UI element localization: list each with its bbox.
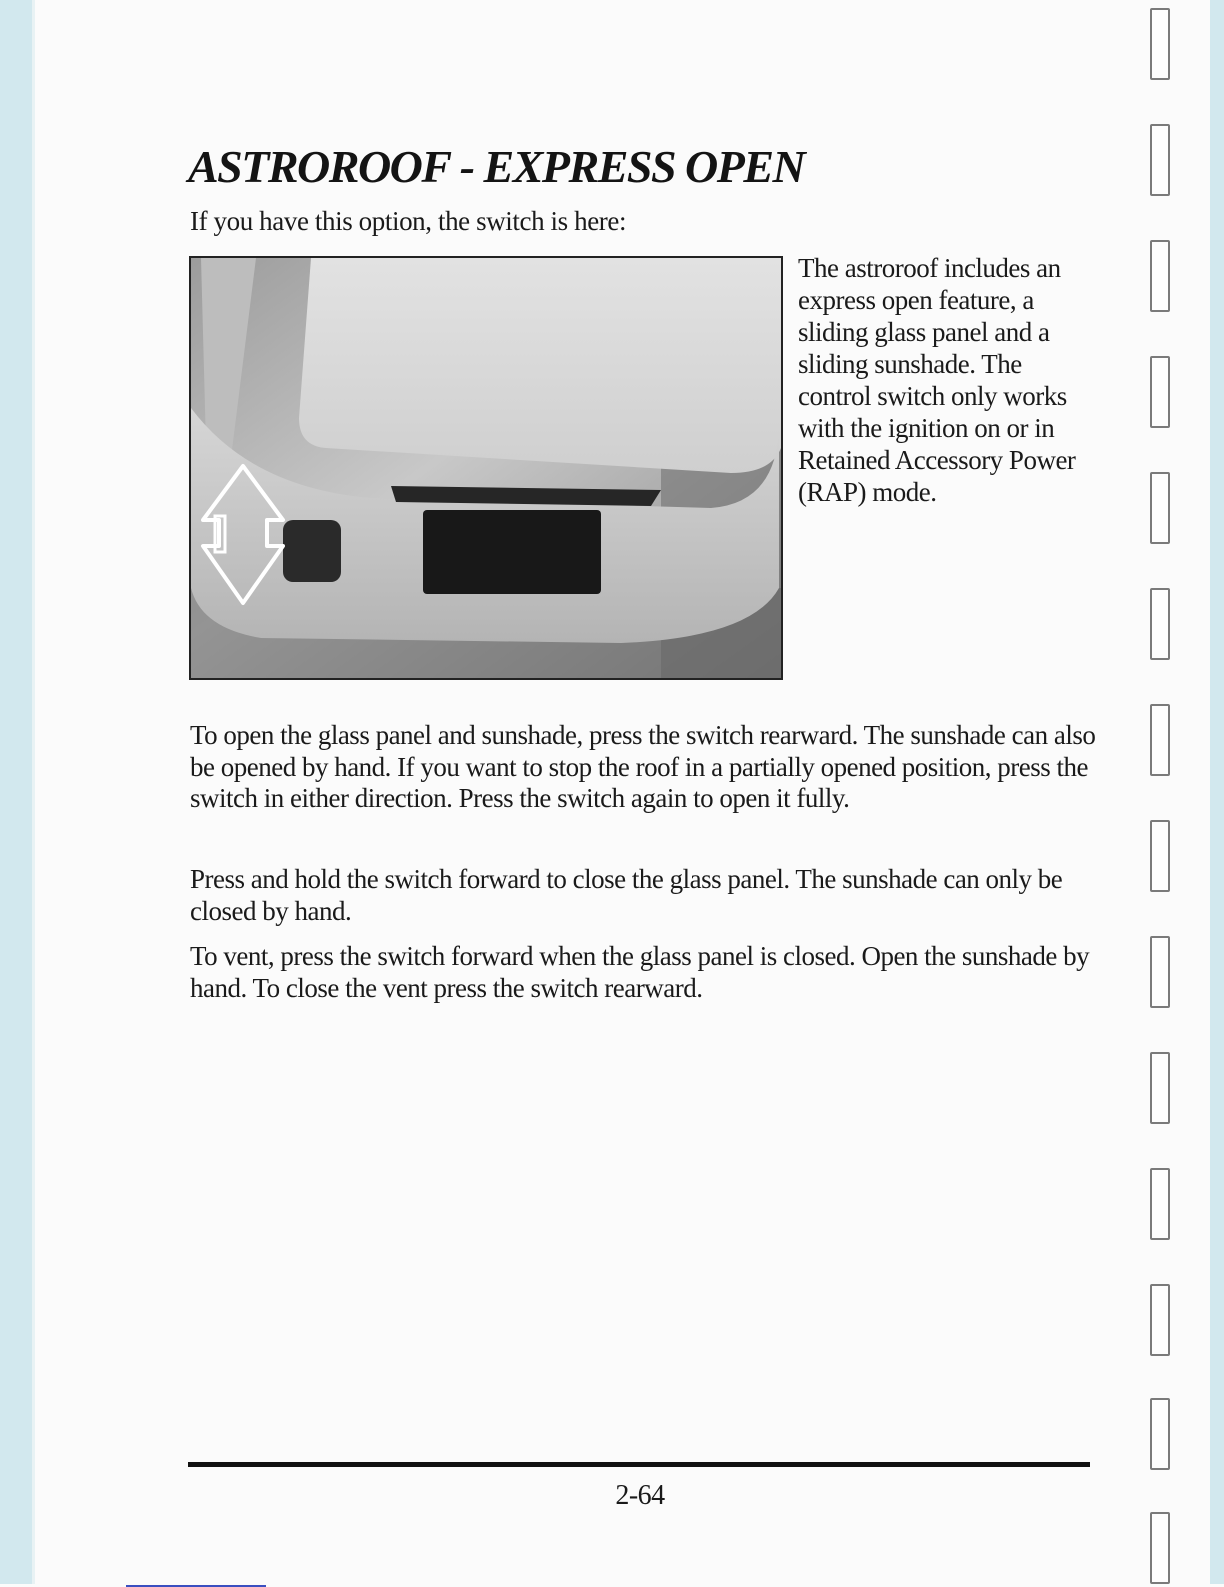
index-tab[interactable] [1150,588,1170,660]
index-tab[interactable] [1150,8,1170,80]
astroroof-switch-photo [189,256,783,680]
index-tab[interactable] [1150,1512,1170,1584]
index-tab[interactable] [1150,1398,1170,1470]
right-margin-strip [1210,0,1224,1584]
paragraph-open-instructions: To open the glass panel and sunshade, press the switch rearward. The sunshade can also be opened by hand. If you want to stop the roof in a partially opened position, press the switch in either direction. Press the switch again to open it fully. [190,720,1096,813]
index-tab[interactable] [1150,472,1170,544]
index-tab[interactable] [1150,1284,1170,1356]
index-tab[interactable] [1150,356,1170,428]
astroroof-description: The astroroof includes an express open feature, a sliding glass panel and a sliding sunshade. The control switch only works with the ignition on or in Retained Accessory Power (RAP) mode. [798,253,1076,507]
index-tab[interactable] [1150,240,1170,312]
paragraph-close-instructions: Press and hold the switch forward to close the glass panel. The sunshade can only be closed by hand. [190,864,1063,926]
page-title: ASTROROOF - EXPRESS OPEN [188,141,805,192]
index-tab[interactable] [1150,936,1170,1008]
left-margin-strip [0,0,32,1584]
index-tab[interactable] [1150,1168,1170,1240]
index-tab[interactable] [1150,820,1170,892]
intro-text: If you have this option, the switch is here: [190,206,627,236]
index-tab[interactable] [1150,704,1170,776]
left-margin-edge [32,0,35,1584]
paragraph-vent-instructions: To vent, press the switch forward when the glass panel is closed. Open the sunshade by hand. To close the vent press the switch rearward. [190,941,1090,1003]
index-tab[interactable] [1150,1052,1170,1124]
footer-rule [188,1462,1090,1467]
page-number: 2-64 [615,1480,665,1511]
index-tab[interactable] [1150,124,1170,196]
